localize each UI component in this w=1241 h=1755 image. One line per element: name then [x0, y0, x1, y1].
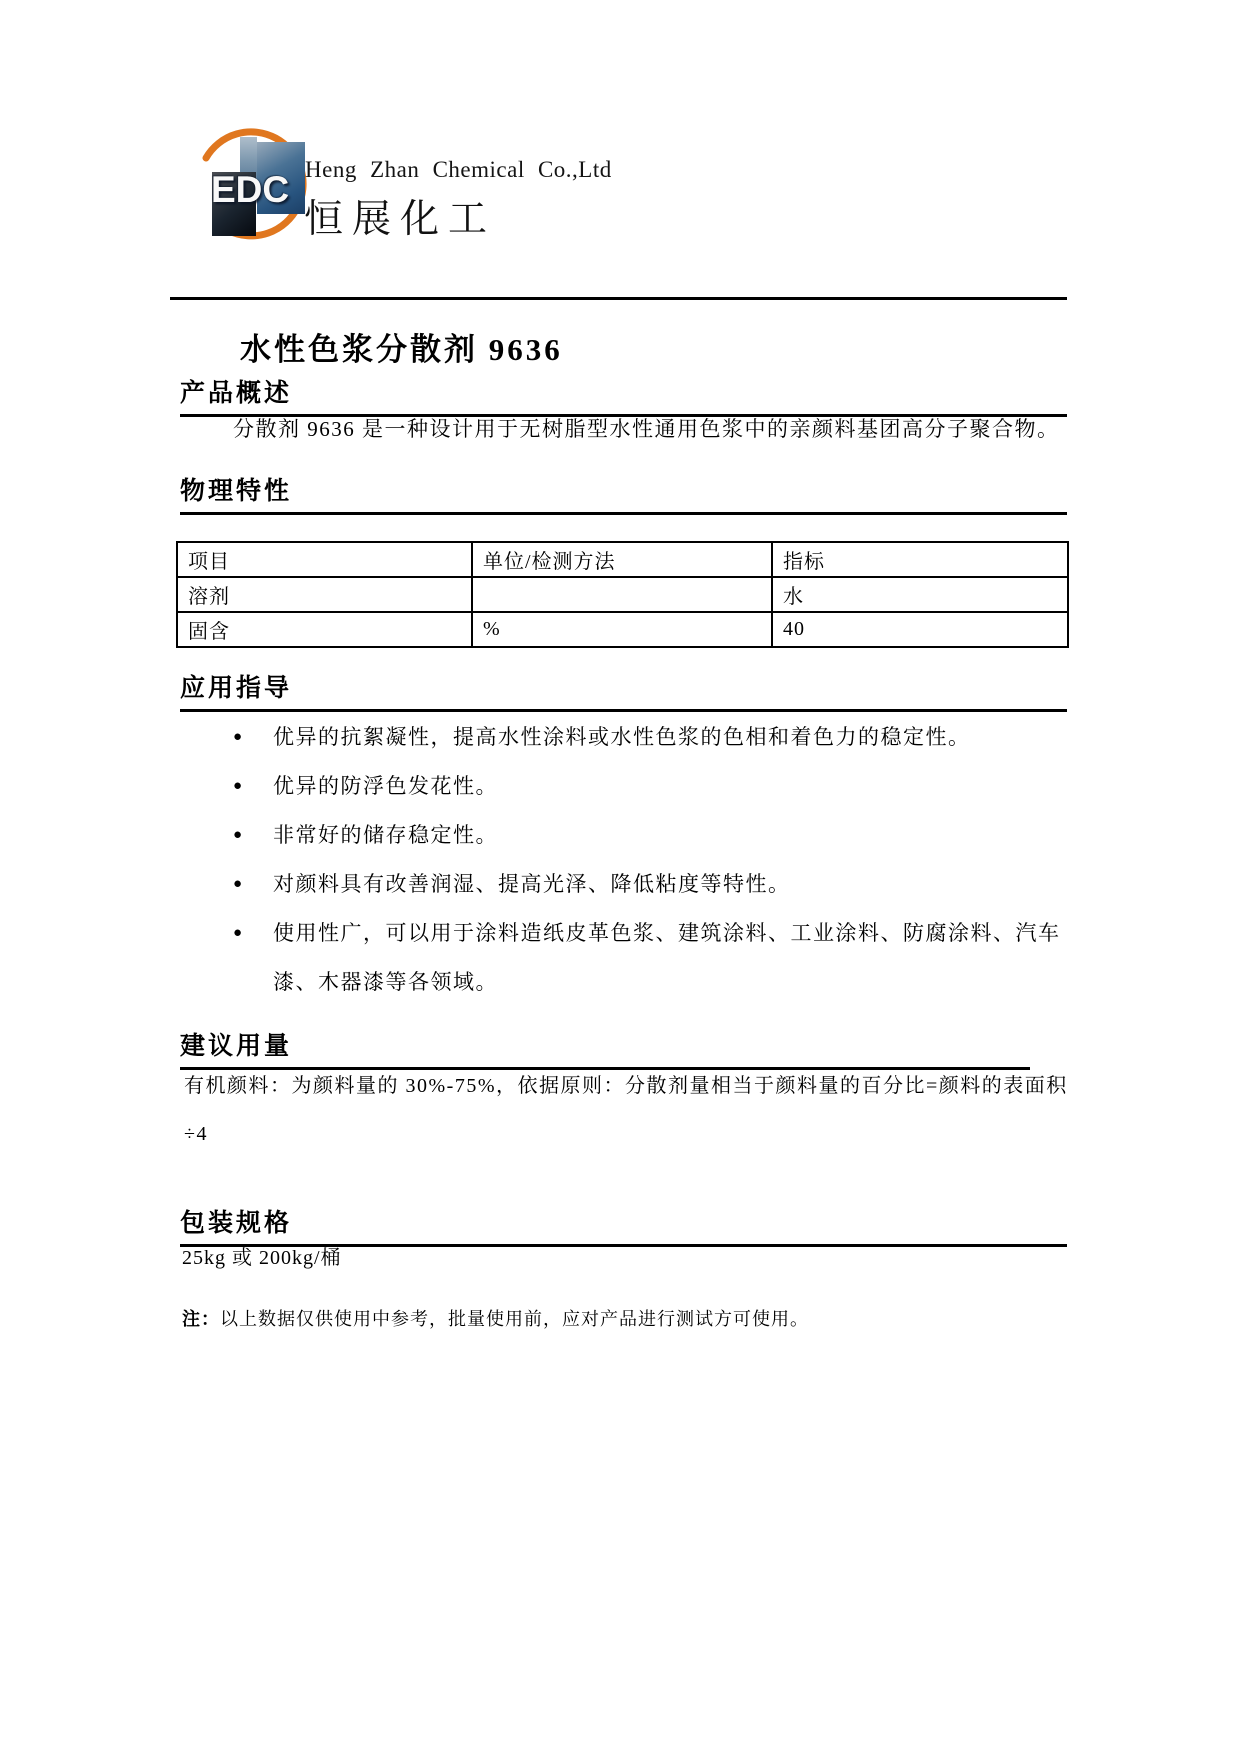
bullet-text: 优异的防浮色发花性。: [273, 774, 498, 798]
logo-edc-text: EDC: [211, 169, 290, 210]
section-heading-packaging: 包装规格: [180, 1203, 1067, 1247]
table-header-spec: 指标: [772, 542, 1068, 577]
list-item: [233, 811, 1071, 860]
bullet-icon: ●: [233, 925, 244, 941]
overview-paragraph: 分散剂 9636 是一种设计用于无树脂型水性通用色浆中的亲颜料基团高分子聚合物。: [233, 417, 1060, 441]
list-item: [233, 713, 1071, 762]
table-header-row: [177, 542, 1068, 577]
list-item: [233, 762, 1071, 811]
bullet-icon: ●: [233, 778, 244, 794]
company-name-chinese: 恒展化工: [304, 198, 497, 241]
cell-solvent-value: 水: [772, 577, 1068, 612]
application-bullet-list: [233, 713, 1071, 1007]
table-header-item: 项目: [177, 542, 472, 577]
table-row: [177, 577, 1068, 612]
bullet-icon: ●: [233, 827, 244, 843]
footnote-label: 注：: [182, 1309, 220, 1329]
cell-solvent-unit: [472, 577, 772, 612]
list-item: [233, 909, 1071, 1007]
page-title: 水性色浆分散剂 9636: [240, 332, 563, 367]
bullet-icon: ●: [233, 729, 244, 745]
cell-solids: 固含: [177, 612, 472, 647]
footnote-text: 以上数据仅供使用中参考，批量使用前，应对产品进行测试方可使用。: [220, 1309, 809, 1329]
packaging-text: 25kg 或 200kg/桶: [182, 1247, 342, 1269]
cell-solvent: 溶剂: [177, 577, 472, 612]
table-header-unit-method: 单位/检测方法: [472, 542, 772, 577]
section-heading-overview: 产品概述: [180, 373, 1067, 417]
cell-solids-unit: %: [472, 612, 772, 647]
table-row: [177, 612, 1068, 647]
bullet-text: 非常好的储存稳定性。: [273, 823, 498, 847]
dosage-paragraph: 有机颜料：为颜料量的 30%-75%，依据原则：分散剂量相当于颜料量的百分比=颜料的表面积÷4: [184, 1075, 1068, 1145]
bullet-text: 优异的抗絮凝性，提高水性涂料或水性色浆的色相和着色力的稳定性。: [273, 725, 971, 749]
bullet-icon: ●: [233, 876, 244, 892]
list-item: [233, 860, 1071, 909]
footnote: [182, 1305, 809, 1331]
bullet-text: 对颜料具有改善润湿、提高光泽、降低粘度等特性。: [273, 872, 791, 896]
bullet-text: 使用性广，可以用于涂料造纸皮革色浆、建筑涂料、工业涂料、防腐涂料、汽车漆、木器漆等各领域。: [273, 921, 1061, 994]
company-logo: [185, 110, 317, 252]
header-divider: [170, 297, 1067, 300]
cell-solids-value: 40: [772, 612, 1068, 647]
section-heading-dosage: 建议用量: [180, 1026, 1030, 1070]
company-name-english: Heng Zhan Chemical Co.,Ltd: [305, 157, 612, 182]
section-heading-physical: 物理特性: [180, 471, 1067, 515]
physical-properties-table: [176, 541, 1069, 648]
section-heading-application: 应用指导: [180, 668, 1067, 712]
